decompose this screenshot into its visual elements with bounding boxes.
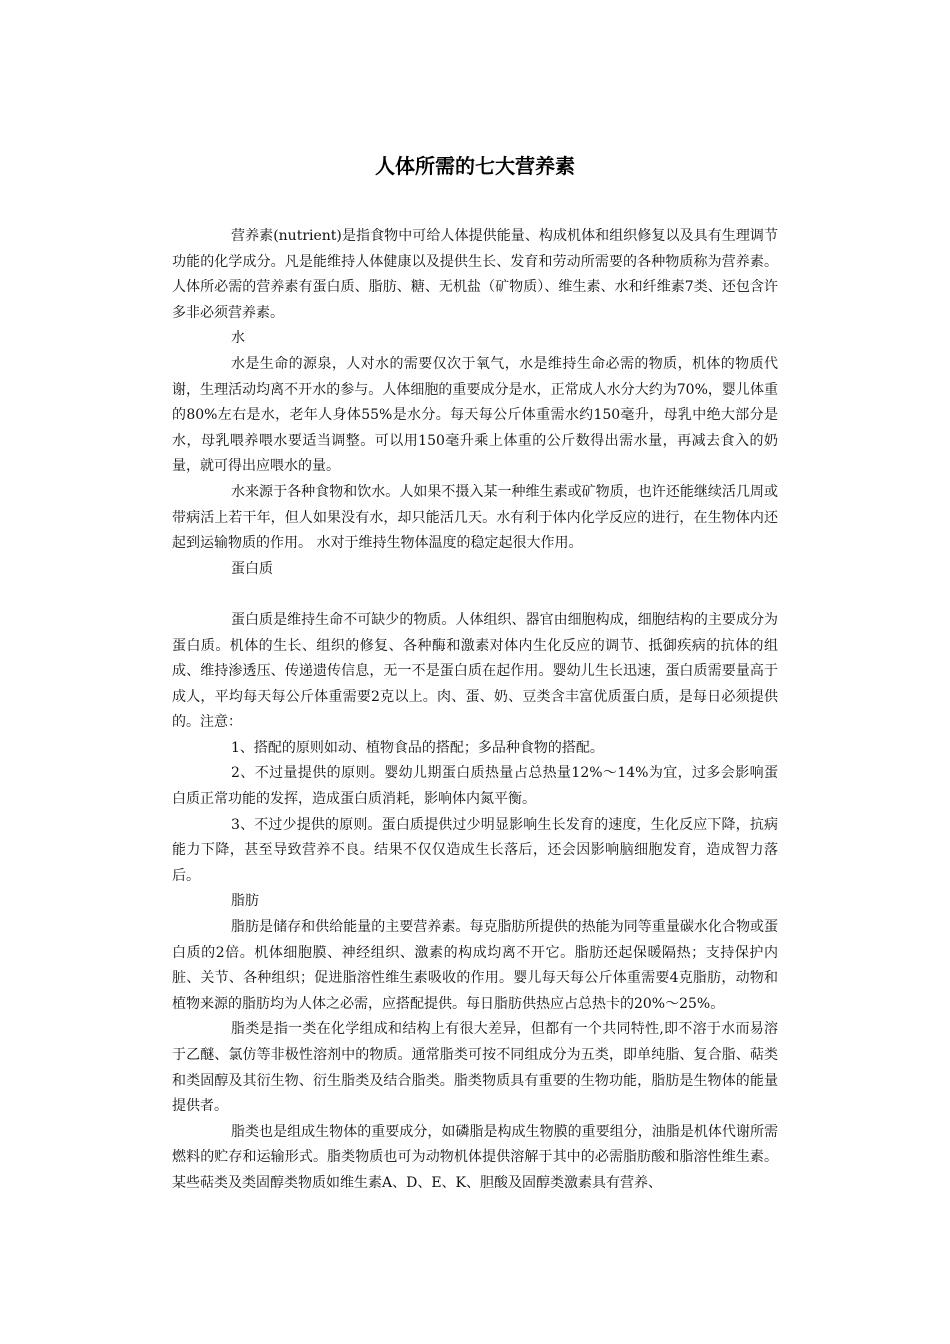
fat-paragraph-2: 脂类是指一类在化学组成和结构上有很大差异，但都有一个共同特性,即不溶于水而易溶于乙醚、氯仿等非极性溶剂中的物质。通常脂类可按不同组成分为五类，即单纯脂、复合脂、萜类和类固醇及其衍生物、衍生脂类及结合脂类。脂类物质具有重要的生物功能，脂肪是生物体的能量提供者。 — [172, 1021, 778, 1115]
protein-item-1: 1、搭配的原则如动、植物食品的搭配；多品种食物的搭配。 — [231, 739, 604, 756]
section-heading-protein: 蛋白质 — [231, 560, 273, 577]
fat-paragraph-1: 脂肪是储存和供给能量的主要营养素。每克脂肪所提供的热能为同等重量碳水化合物或蛋白质的2倍。机体细胞膜、神经组织、激素的构成均离不开它。脂肪还起保暖隔热；支持保护内脏、关节、各种组织；促进脂溶性维生素吸收的作用。婴儿每天每公斤体重需要4克脂肪，动物和植物来源的脂肪均为人体之必需，应搭配提供。每日脂肪供热应占总热卡的20%～25%。 — [172, 919, 778, 1012]
fat-paragraph-3: 脂类也是组成生物体的重要成分，如磷脂是构成生物膜的重要组分，油脂是机体代谢所需燃料的贮存和运输形式。脂类物质也可为动物机体提供溶解于其中的必需脂肪酸和脂溶性维生素。某些萜类及类固醇类物质如维生素A、D、E、K、胆酸及固醇类激素具有营养、 — [172, 1123, 778, 1191]
protein-item-2: 2、不过量提供的原则。婴幼儿期蛋白质热量占总热量12%～14%为宜，过多会影响蛋白质正常功能的发挥，造成蛋白质消耗，影响体内氮平衡。 — [172, 765, 778, 808]
water-paragraph-1: 水是生命的源泉，人对水的需要仅次于氧气，水是维持生命必需的物质，机体的物质代谢，生理活动均离不开水的参与。人体细胞的重要成分是水，正常成人水分大约为70%，婴儿体重的80%左右是水，老年人身体55%是水分。每天每公斤体重需水约150毫升，母乳中绝大部分是水，母乳喂养喂水要适当调整。可以用150毫升乘上体重的公斤数得出需水量，再减去食入的奶量，就可得出应喂水的量。 — [172, 355, 778, 475]
protein-paragraph-1: 蛋白质是维持生命不可缺少的物质。人体组织、器官由细胞构成，细胞结构的主要成分为蛋白质。机体的生长、组织的修复、各种酶和激素对体内生化反应的调节、抵御疾病的抗体的组成、维持渗透压、传递遗传信息，无一不是蛋白质在起作用。婴幼儿生长迅速，蛋白质需要量高于成人，平均每天每公斤体重需要2克以上。肉、蛋、奶、豆类含丰富优质蛋白质，是每日必须提供的。注意： — [172, 611, 778, 731]
protein-item-3: 3、不过少提供的原则。蛋白质提供过少明显影响生长发育的速度，生化反应下降，抗病能力下降，甚至导致营养不良。结果不仅仅造成生长落后，还会因影响脑细胞发育，造成智力落后。 — [172, 816, 778, 884]
blank-line — [172, 582, 778, 608]
water-paragraph-2: 水来源于各种食物和饮水。人如果不摄入某一种维生素或矿物质，也许还能继续活几周或带病活上若干年，但人如果没有水，却只能活几天。水有利于体内化学反应的进行，在生物体内还起到运输物质的作用。 水对于维持生物体温度的稳定起很大作用。 — [172, 483, 778, 552]
section-heading-water: 水 — [231, 330, 245, 347]
document-body — [172, 224, 778, 1197]
section-heading-fat: 脂肪 — [231, 893, 259, 910]
intro-paragraph: 营养素(nutrient)是指食物中可给人体提供能量、构成机体和组织修复以及具有生理调节功能的化学成分。凡是能维持人体健康以及提供生长、发育和劳动所需要的各种物质称为营养素。人体所必需的营养素有蛋白质、脂肪、糖、无机盐（矿物质）、维生素、水和纤维素7类、还包含许多非必须营养素。 — [172, 228, 778, 321]
document-title: 人体所需的七大营养素 — [375, 154, 575, 178]
